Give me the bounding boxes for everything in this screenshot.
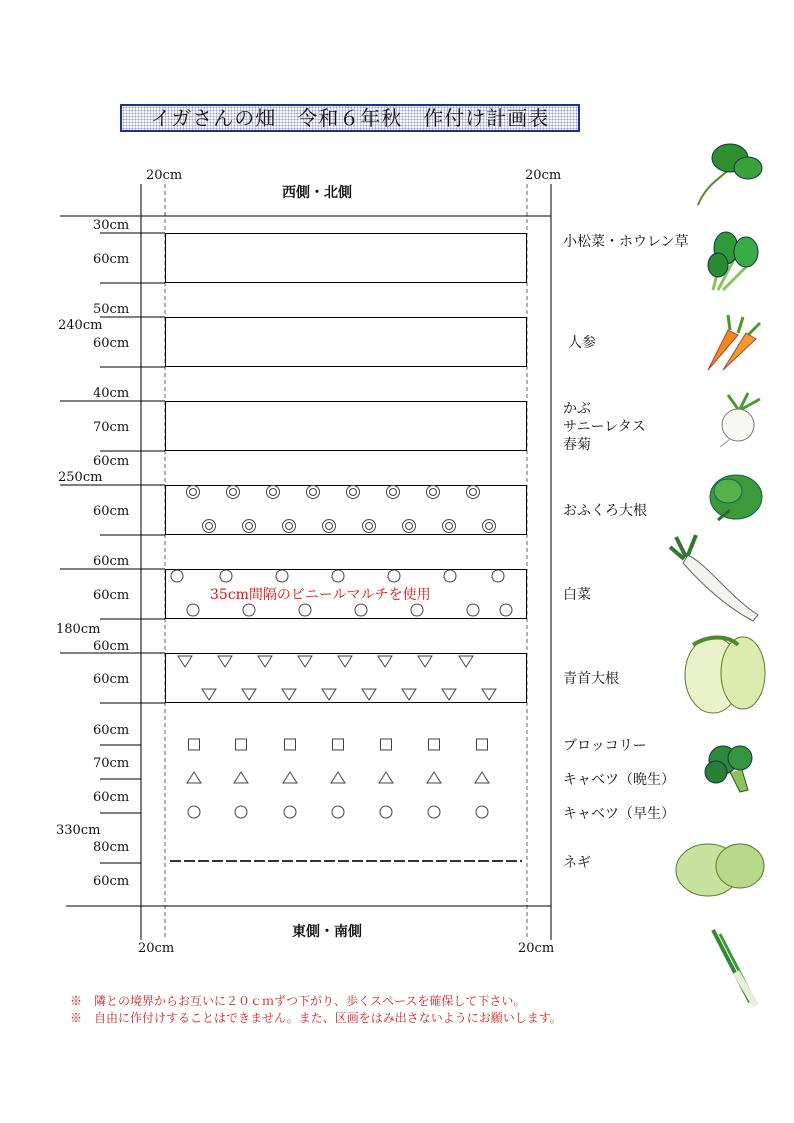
row-label: 70cm bbox=[93, 756, 130, 771]
double-circle-inner bbox=[350, 489, 357, 496]
double-circle-inner bbox=[430, 489, 437, 496]
down-triangle-mark bbox=[362, 689, 376, 700]
square-mark bbox=[189, 739, 200, 750]
circle-mark bbox=[187, 604, 199, 616]
down-triangle-mark bbox=[178, 656, 192, 667]
square-mark bbox=[429, 739, 440, 750]
double-circle-inner bbox=[486, 523, 493, 530]
down-triangle-mark bbox=[378, 656, 392, 667]
hakusai-icon bbox=[685, 637, 765, 713]
down-triangle-mark bbox=[442, 689, 456, 700]
square-mark bbox=[381, 739, 392, 750]
row-label: 60cm bbox=[93, 672, 130, 687]
down-triangle-mark bbox=[298, 656, 312, 667]
down-triangle-mark bbox=[402, 689, 416, 700]
row-label: 60cm bbox=[93, 336, 130, 351]
veg-label: 青首大根 bbox=[563, 671, 619, 687]
cabbage-icon bbox=[676, 844, 764, 896]
row-label: 40cm bbox=[93, 386, 130, 401]
note-line: ※ 自由に作付けすることはできません。また、区画をはみ出さないようにお願いします。 bbox=[70, 1011, 562, 1025]
double-circle-inner bbox=[406, 523, 413, 530]
down-triangle-mark bbox=[218, 656, 232, 667]
double-circle-mark bbox=[187, 486, 200, 499]
circle-mark bbox=[299, 604, 311, 616]
double-circle-mark bbox=[243, 520, 256, 533]
down-triangle-mark bbox=[322, 689, 336, 700]
circle-mark bbox=[355, 604, 367, 616]
section-label: 240cm bbox=[58, 318, 103, 333]
double-circle-mark bbox=[323, 520, 336, 533]
square-mark bbox=[236, 739, 247, 750]
note-line: ※ 隣との境界からお互いに２０ｃｍずつ下がり、歩くスペースを確保して下さい。 bbox=[70, 994, 526, 1008]
veg-label: 小松菜・ホウレン草 bbox=[563, 234, 689, 250]
double-circle-mark bbox=[267, 486, 280, 499]
south-label: 東側・南側 bbox=[292, 924, 362, 940]
circle-mark bbox=[500, 604, 512, 616]
section-label: 180cm bbox=[56, 622, 101, 637]
north-label: 西側・北側 bbox=[282, 185, 352, 201]
veg-label: ネギ bbox=[563, 855, 591, 871]
circle-mark bbox=[428, 806, 440, 818]
triangle-mark bbox=[475, 772, 489, 783]
square-mark bbox=[333, 739, 344, 750]
triangle-mark bbox=[427, 772, 441, 783]
page-title: イガさんの畑 令和６年秋 作付け計画表 bbox=[120, 104, 580, 132]
row-label: 60cm bbox=[93, 874, 130, 889]
veg-label: ブロッコリー bbox=[563, 738, 647, 754]
double-circle-mark bbox=[203, 520, 216, 533]
section-label: 330cm bbox=[56, 823, 101, 838]
veg-label: キャベツ（晩生） bbox=[563, 772, 675, 788]
row-label: 60cm bbox=[93, 588, 130, 603]
row-label: 60cm bbox=[93, 554, 130, 569]
double-circle-mark bbox=[467, 486, 480, 499]
circle-mark bbox=[243, 604, 255, 616]
lettuce-icon bbox=[710, 475, 762, 520]
circle-mark bbox=[411, 604, 423, 616]
double-circle-inner bbox=[446, 523, 453, 530]
komatsuna-icon bbox=[708, 232, 758, 290]
circle-mark bbox=[444, 570, 456, 582]
broccoli-icon bbox=[705, 746, 752, 792]
double-circle-mark bbox=[387, 486, 400, 499]
triangle-mark bbox=[379, 772, 393, 783]
double-circle-inner bbox=[286, 523, 293, 530]
double-circle-inner bbox=[310, 489, 317, 496]
circle-mark bbox=[171, 570, 183, 582]
circle-mark bbox=[332, 806, 344, 818]
margin-top-right: 20cm bbox=[525, 168, 562, 183]
double-circle-mark bbox=[363, 520, 376, 533]
row-label: 60cm bbox=[93, 454, 130, 469]
circle-mark bbox=[388, 570, 400, 582]
section-label: 250cm bbox=[58, 470, 103, 485]
triangle-mark bbox=[331, 772, 345, 783]
vegetable-illustrations bbox=[668, 130, 778, 1020]
double-circle-inner bbox=[270, 489, 277, 496]
double-circle-mark bbox=[403, 520, 416, 533]
down-triangle-mark bbox=[418, 656, 432, 667]
double-circle-mark bbox=[483, 520, 496, 533]
double-circle-inner bbox=[206, 523, 213, 530]
down-triangle-mark bbox=[202, 689, 216, 700]
triangle-mark bbox=[187, 772, 201, 783]
veg-label: かぶ bbox=[563, 401, 591, 417]
circle-mark bbox=[492, 570, 504, 582]
row-label: 60cm bbox=[93, 639, 130, 654]
down-triangle-mark bbox=[242, 689, 256, 700]
veg-label: おふくろ大根 bbox=[563, 503, 647, 519]
row-label: 70cm bbox=[93, 420, 130, 435]
double-circle-mark bbox=[227, 486, 240, 499]
turnip-icon bbox=[720, 393, 760, 447]
circle-mark bbox=[235, 806, 247, 818]
veg-label: 人参 bbox=[568, 335, 596, 351]
daikon-icon bbox=[670, 535, 758, 621]
circle-mark bbox=[332, 570, 344, 582]
square-mark bbox=[285, 739, 296, 750]
down-triangle-mark bbox=[459, 656, 473, 667]
double-circle-mark bbox=[427, 486, 440, 499]
row-label: 80cm bbox=[93, 840, 130, 855]
double-circle-inner bbox=[190, 489, 197, 496]
spinach-icon bbox=[698, 144, 762, 205]
row-label: 60cm bbox=[93, 252, 130, 267]
double-circle-mark bbox=[307, 486, 320, 499]
circle-mark bbox=[284, 806, 296, 818]
double-circle-inner bbox=[246, 523, 253, 530]
down-triangle-mark bbox=[258, 656, 272, 667]
double-circle-mark bbox=[443, 520, 456, 533]
square-mark bbox=[477, 739, 488, 750]
row-label: 60cm bbox=[93, 504, 130, 519]
double-circle-inner bbox=[230, 489, 237, 496]
circle-mark bbox=[467, 604, 479, 616]
down-triangle-mark bbox=[282, 689, 296, 700]
circle-mark bbox=[380, 806, 392, 818]
triangle-mark bbox=[234, 772, 248, 783]
row-label: 60cm bbox=[93, 790, 130, 805]
circle-mark bbox=[188, 806, 200, 818]
down-triangle-mark bbox=[338, 656, 352, 667]
row-label: 60cm bbox=[93, 723, 130, 738]
circle-mark bbox=[220, 570, 232, 582]
triangle-mark bbox=[283, 772, 297, 783]
double-circle-inner bbox=[470, 489, 477, 496]
veg-label: 春菊 bbox=[563, 437, 591, 453]
double-circle-mark bbox=[283, 520, 296, 533]
carrot-icon bbox=[708, 315, 760, 370]
double-circle-mark bbox=[347, 486, 360, 499]
row-label: 50cm bbox=[93, 302, 130, 317]
row-label: 30cm bbox=[93, 218, 130, 233]
veg-label: 白菜 bbox=[563, 587, 591, 603]
circle-mark bbox=[476, 806, 488, 818]
circle-mark bbox=[276, 570, 288, 582]
double-circle-inner bbox=[326, 523, 333, 530]
veg-label: キャベツ（早生） bbox=[563, 806, 675, 822]
double-circle-inner bbox=[390, 489, 397, 496]
mulch-note: 35cm間隔のビニールマルチを使用 bbox=[210, 587, 431, 603]
double-circle-inner bbox=[366, 523, 373, 530]
down-triangle-mark bbox=[482, 689, 496, 700]
margin-top-left: 20cm bbox=[146, 168, 183, 183]
margin-bottom-left: 20cm bbox=[138, 941, 175, 956]
negi-icon bbox=[713, 930, 756, 1006]
margin-bottom-right: 20cm bbox=[518, 941, 555, 956]
veg-label: サニーレタス bbox=[563, 419, 646, 435]
